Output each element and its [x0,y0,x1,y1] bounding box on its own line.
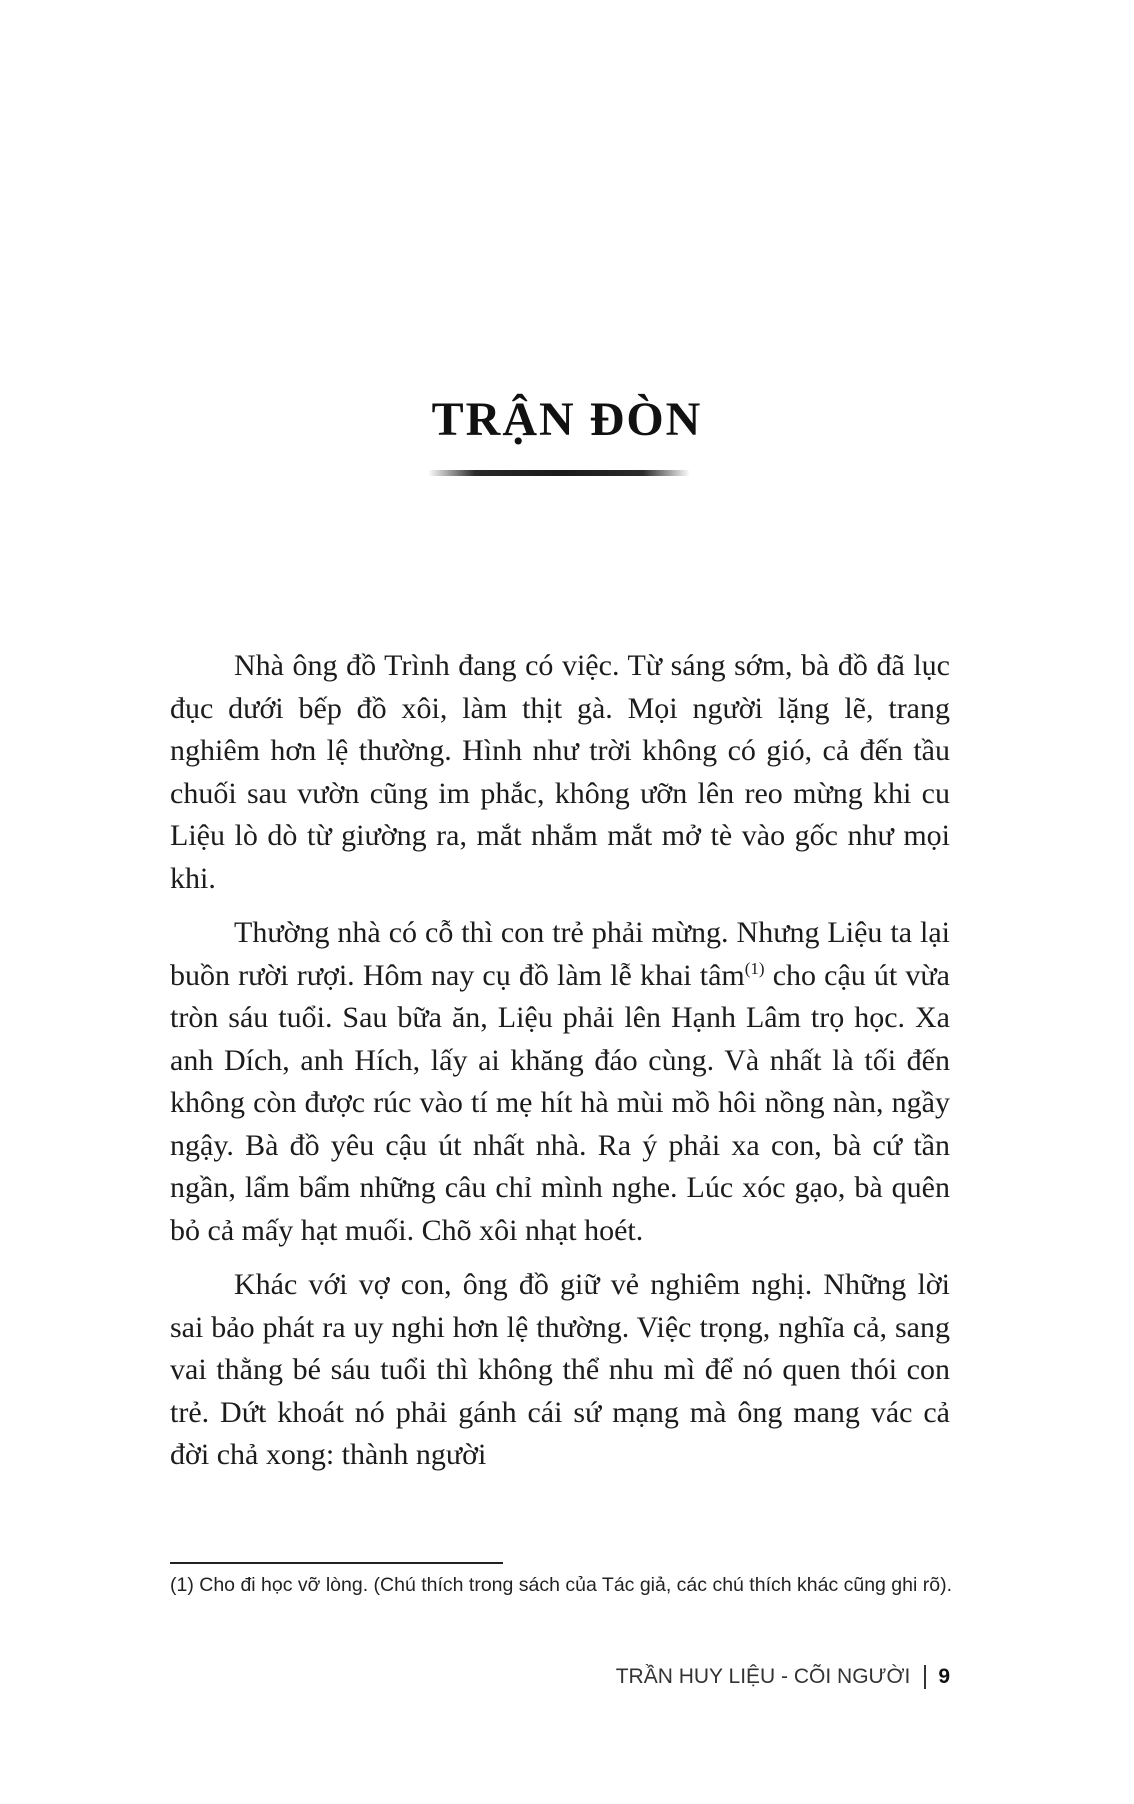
chapter-title: TRẬN ĐÒN [431,393,703,446]
footnote: (1) Cho đi học vỡ lòng. (Chú thích trong sách của Tác giả, các chú thích khác cũng ghi rõ). [170,1574,952,1596]
footnote-reference: (1) [744,958,765,978]
paragraph-2-part-1: Thường nhà có cỗ thì con trẻ phải mừng. Nhưng Liệu ta lại buồn rười rượi. Hôm nay cụ đồ làm lễ khai tâm [170,916,950,992]
title-underline-rule [428,470,690,476]
paragraph-3: Khác với vợ con, ông đồ giữ vẻ nghiêm nghị. Những lời sai bảo phát ra uy nghi hơn lệ thường. Việc trọng, nghĩa cả, sang vai thằng bé sáu tuổi thì không thể nhu mì để nó quen thói con trẻ. Dứt khoát nó phải gánh cái sứ mạng mà ông mang vác cả đời chả xong: thành người [170,1268,950,1471]
footer-divider [924,1665,926,1689]
paragraph-2 [170,912,950,1252]
page-number: 9 [938,1665,950,1688]
paragraph-2-part-2: cho cậu út vừa tròn sáu tuổi. Sau bữa ăn, Liệu phải lên Hạnh Lâm trọ học. Xa anh Dích, anh Hích, lấy ai khăng đáo cùng. Và nhất là tối đến không còn được rúc vào tí mẹ hít hà mùi mồ hôi nồng nàn, ngầy ngậy. Bà đồ yêu cậu út nhất nhà. Ra ý phải xa con, bà cứ tần ngần, lẩm bẩm những câu chỉ mình nghe. Lúc xóc gạo, bà quên bỏ cả mấy hạt muối. Chõ xôi nhạt hoét. [170,958,950,1247]
paragraph-1: Nhà ông đồ Trình đang có việc. Từ sáng sớm, bà đồ đã lục đục dưới bếp đồ xôi, làm thịt gà. Mọi người lặng lẽ, trang nghiêm hơn lệ thường. Hình như trời không có gió, cả đến tầu chuối sau vườn cũng im phắc, không ưỡn lên reo mừng khi cu Liệu lò dò từ giường ra, mắt nhắm mắt mở tè vào gốc như mọi khi. [170,649,950,895]
footnote-separator [170,1562,503,1564]
body-text [170,645,950,1489]
running-footer [616,1665,950,1689]
running-title: TRẦN HUY LIỆU - CÕI NGƯỜI [615,1665,911,1688]
